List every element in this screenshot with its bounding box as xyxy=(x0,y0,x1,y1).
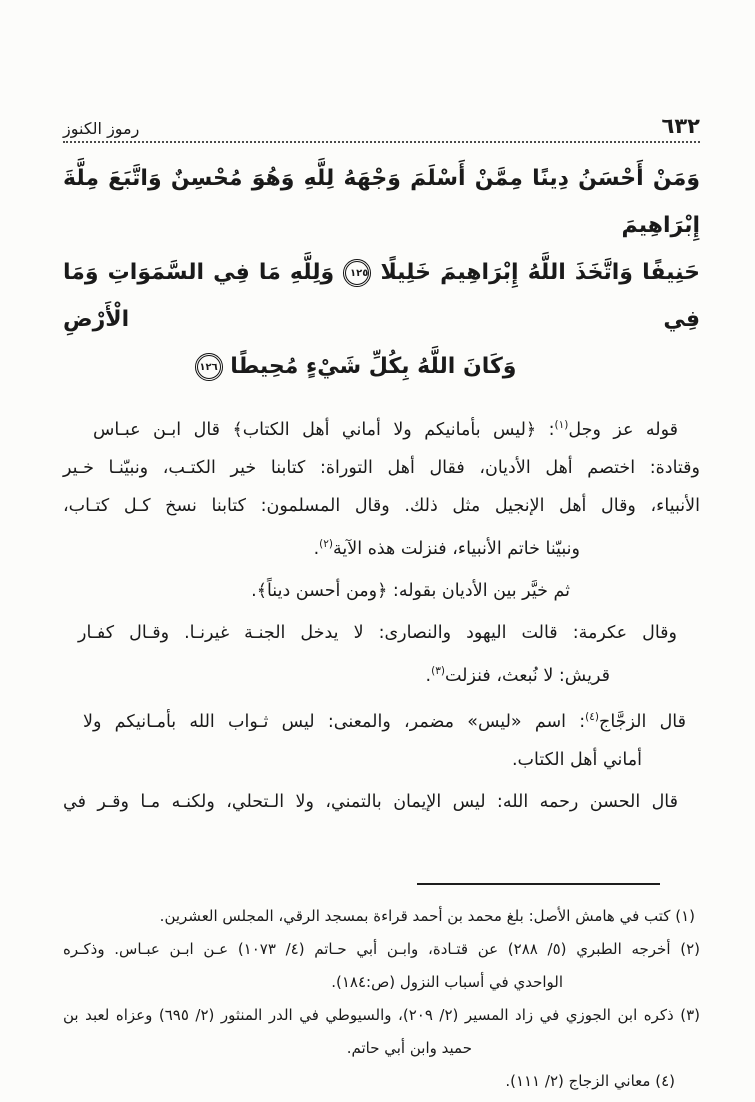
paragraph-1 xyxy=(63,406,700,568)
footnote-line-6 xyxy=(63,1065,675,1098)
body-text: ثم خيَّر بين الأديان بقوله: ﴿ومن أحسن ديناً﴾. xyxy=(251,580,570,601)
paragraph-2 xyxy=(63,572,700,610)
footnote-line-1 xyxy=(63,900,695,933)
footnote-line-5 xyxy=(63,1032,472,1065)
footnote-line-2 xyxy=(63,933,700,966)
body-line xyxy=(78,614,677,652)
body-text: وقال عكرمة: قالت اليهود والنصارى: لا يدخل الجنـة غيرنـا. وقـال كفـار xyxy=(78,622,677,643)
quran-line-2 xyxy=(63,249,700,343)
body-line xyxy=(63,487,700,525)
body-text: وقتادة: اختصم أهل الأديان، فقال أهل التوراة: كتابنا خير الكتـب، ونبيّنـا خـير xyxy=(63,457,700,478)
quran-text: حَنِيفًا وَاتَّخَذَ اللَّهُ إِبْرَاهِيمَ خَلِيلًا xyxy=(380,260,700,285)
body-text: أماني أهل الكتاب. xyxy=(511,750,642,771)
body-text: ونبيّنا خاتم الأنبياء، فنزلت هذه الآية xyxy=(333,538,580,559)
quran-verses xyxy=(63,155,700,390)
verse-number: ١٢٥ xyxy=(350,268,369,279)
footnote-line-3 xyxy=(63,966,563,999)
verse-number-badge-125 xyxy=(343,259,371,287)
body-line xyxy=(63,652,610,695)
body-text: قال الزجَّاج xyxy=(599,712,686,733)
page-content xyxy=(63,0,700,1098)
footnote-ref-1: (١) xyxy=(554,419,569,431)
body-line xyxy=(63,783,678,821)
body-text: قال الحسن رحمه الله: ليس الإيمان بالتمني، ولا الـتحلي، ولكنـه مـا وقـر في xyxy=(63,792,678,813)
footnote-text: (٤) معاني الزجاج (٢/ ١١١). xyxy=(505,1072,675,1091)
body-line xyxy=(63,572,570,610)
body-text: قوله عز وجل xyxy=(568,419,678,440)
page-header xyxy=(63,114,700,138)
quran-text: وَكَانَ اللَّهُ بِكُلِّ شَيْءٍ مُحِيطًا xyxy=(230,354,517,379)
body-line xyxy=(63,449,700,487)
body-line xyxy=(83,698,686,741)
header-divider xyxy=(63,141,700,143)
quran-text: وَمَنْ أَحْسَنُ دِينًا مِمَّنْ أَسْلَمَ وَجْهَهُ لِلَّهِ وَهُوَ مُحْسِنٌ وَاتَّبَعَ مِلَّةَ إِبْرَاهِيمَ xyxy=(63,166,700,238)
quran-text: وَلِلَّهِ مَا فِي السَّمَوَاتِ وَمَا فِي الْأَرْضِ xyxy=(63,260,700,332)
paragraph-5 xyxy=(63,783,700,821)
body-text: . xyxy=(313,538,320,559)
body-text: الأنبياء، وقال أهل الإنجيل مثل ذلك. وقال المسلمون: كتابنا نسخ كـل كتـاب، xyxy=(63,495,700,516)
commentary-body xyxy=(63,406,700,821)
verse-number-badge-126 xyxy=(195,353,223,381)
body-text: : اسم «ليس» مضمر، والمعنى: ليس ثـواب الله بأمـانيكم ولا xyxy=(83,712,586,733)
paragraph-3 xyxy=(63,614,700,695)
footnote-line-4 xyxy=(63,999,700,1032)
footnote-text: حميد وابن أبي حاتم. xyxy=(346,1039,472,1058)
quran-line-3 xyxy=(37,343,674,390)
footnote-ref-4: (٤) xyxy=(585,711,600,724)
footnote-text: (٣) ذكره ابن الجوزي في زاد المسير (٢/ ٢٠٩)، والسيوطي في الدر المنثور (٢/ ٦٩٥) وعزاه لعبد بن xyxy=(63,1006,701,1025)
verse-number: ١٢٦ xyxy=(199,362,218,373)
footnotes xyxy=(63,900,700,1098)
footnote-divider xyxy=(417,883,660,885)
body-line xyxy=(63,741,642,779)
footnote-ref-3: (٣) xyxy=(431,664,445,677)
body-text: قريش: لا نُبعث، فنزلت xyxy=(444,665,610,686)
body-line xyxy=(63,525,580,568)
book-title: رموز الكنوز xyxy=(63,119,140,138)
body-text: : ﴿ليس بأمانيكم ولا أماني أهل الكتاب﴾ قال ابـن عبـاس xyxy=(93,419,555,440)
page-number: ٦٣٢ xyxy=(661,114,700,138)
footnote-text: (٢) أخرجه الطبري (٥/ ٢٨٨) عن قتـادة، وابـن أبي حـاتم (٤/ ١٠٧٣) عـن ابـن عبـاس. وذكـره xyxy=(63,940,700,959)
body-text: . xyxy=(425,665,432,686)
quran-line-1 xyxy=(63,155,700,249)
body-line xyxy=(93,406,678,449)
footnote-ref-2: (٢) xyxy=(319,537,334,550)
paragraph-4 xyxy=(63,698,700,779)
footnote-text: (١) كتب في هامش الأصل: بلغ محمد بن أحمد قراءة بمسجد الرقي، المجلس العشرين. xyxy=(159,907,695,926)
footnote-text: الواحدي في أسباب النزول (ص:١٨٤). xyxy=(331,973,563,992)
